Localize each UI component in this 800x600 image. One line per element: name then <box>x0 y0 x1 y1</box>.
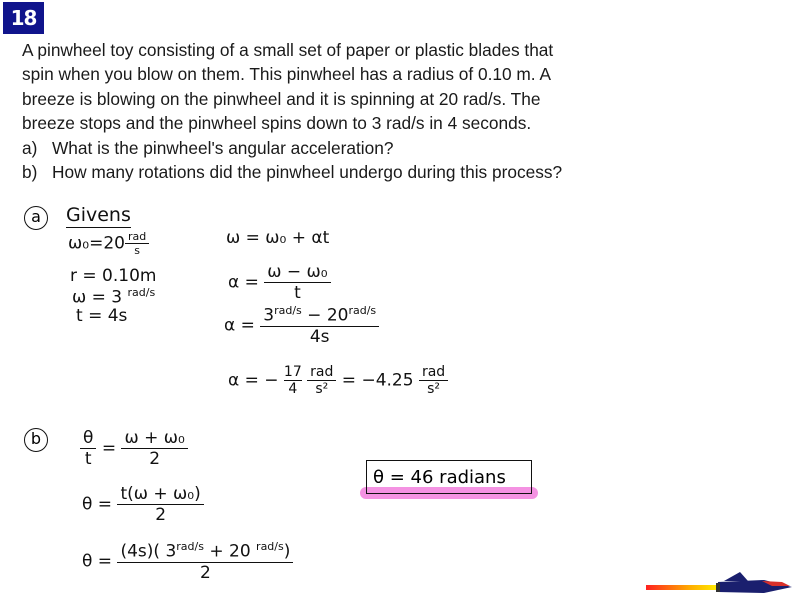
equation-kinematic: ω = ω₀ + αt <box>226 228 330 248</box>
givens-title: Givens <box>66 204 131 226</box>
equation-theta-substituted: θ = $\frac{(4s)( 3^{rad/s} + 20 ^{rad/s})}{2}$ <box>82 540 293 583</box>
part-a-marker: a <box>24 206 48 230</box>
question-b: b) How many rotations did the pinwheel undergo during this process? <box>22 162 563 183</box>
part-b-marker: b <box>24 428 48 452</box>
problem-line: A pinwheel toy consisting of a small set of paper or plastic blades that <box>22 40 554 60</box>
equation-theta-over-t: $\frac{\theta}{t}$ = $\frac{\text{ω + ω₀}}{2}$ <box>80 428 188 469</box>
equation-theta-formula: θ = $\frac{\text{t(ω + ω₀)}}{2}$ <box>82 484 204 525</box>
question-a: a) What is the pinwheel's angular acceleration? <box>22 137 394 158</box>
problem-line: spin when you blow on them. This pinwheel has a radius of 0.10 m. A <box>22 64 551 85</box>
problem-number-badge: 18 <box>3 2 44 34</box>
problem-line: breeze stops and the pinwheel spins down to 3 rad/s in 4 seconds. <box>22 113 532 134</box>
given-radius: r = 0.10m <box>70 266 157 286</box>
problem-line: breeze is blowing on the pinwheel and it is spinning at 20 rad/s. The <box>22 88 541 109</box>
given-time: t = 4s <box>76 306 128 326</box>
equation-alpha-result: α = − $\frac{17}{4}$ $\frac{\text{rad}}{\text{s²}}$ = −4.25 $\frac{\text{rad}}{\text{s²}}$ <box>228 364 448 397</box>
equation-alpha-formula: α = $\frac{\text{ω − ω₀}}{t}$ <box>228 262 331 303</box>
rocket-jet-icon <box>644 570 796 598</box>
equation-alpha-substituted: α = $\frac{3^{rad/s} - 20^{rad/s}}{4s}$ <box>224 304 379 347</box>
problem-statement <box>22 38 642 184</box>
given-omega0: ω₀=20 $\frac{\text{rad}}{s}$ <box>68 230 149 257</box>
given-omega: ω = 3 $^{rad/s}$ <box>72 286 156 308</box>
final-answer-box: θ = 46 radians <box>366 460 532 494</box>
